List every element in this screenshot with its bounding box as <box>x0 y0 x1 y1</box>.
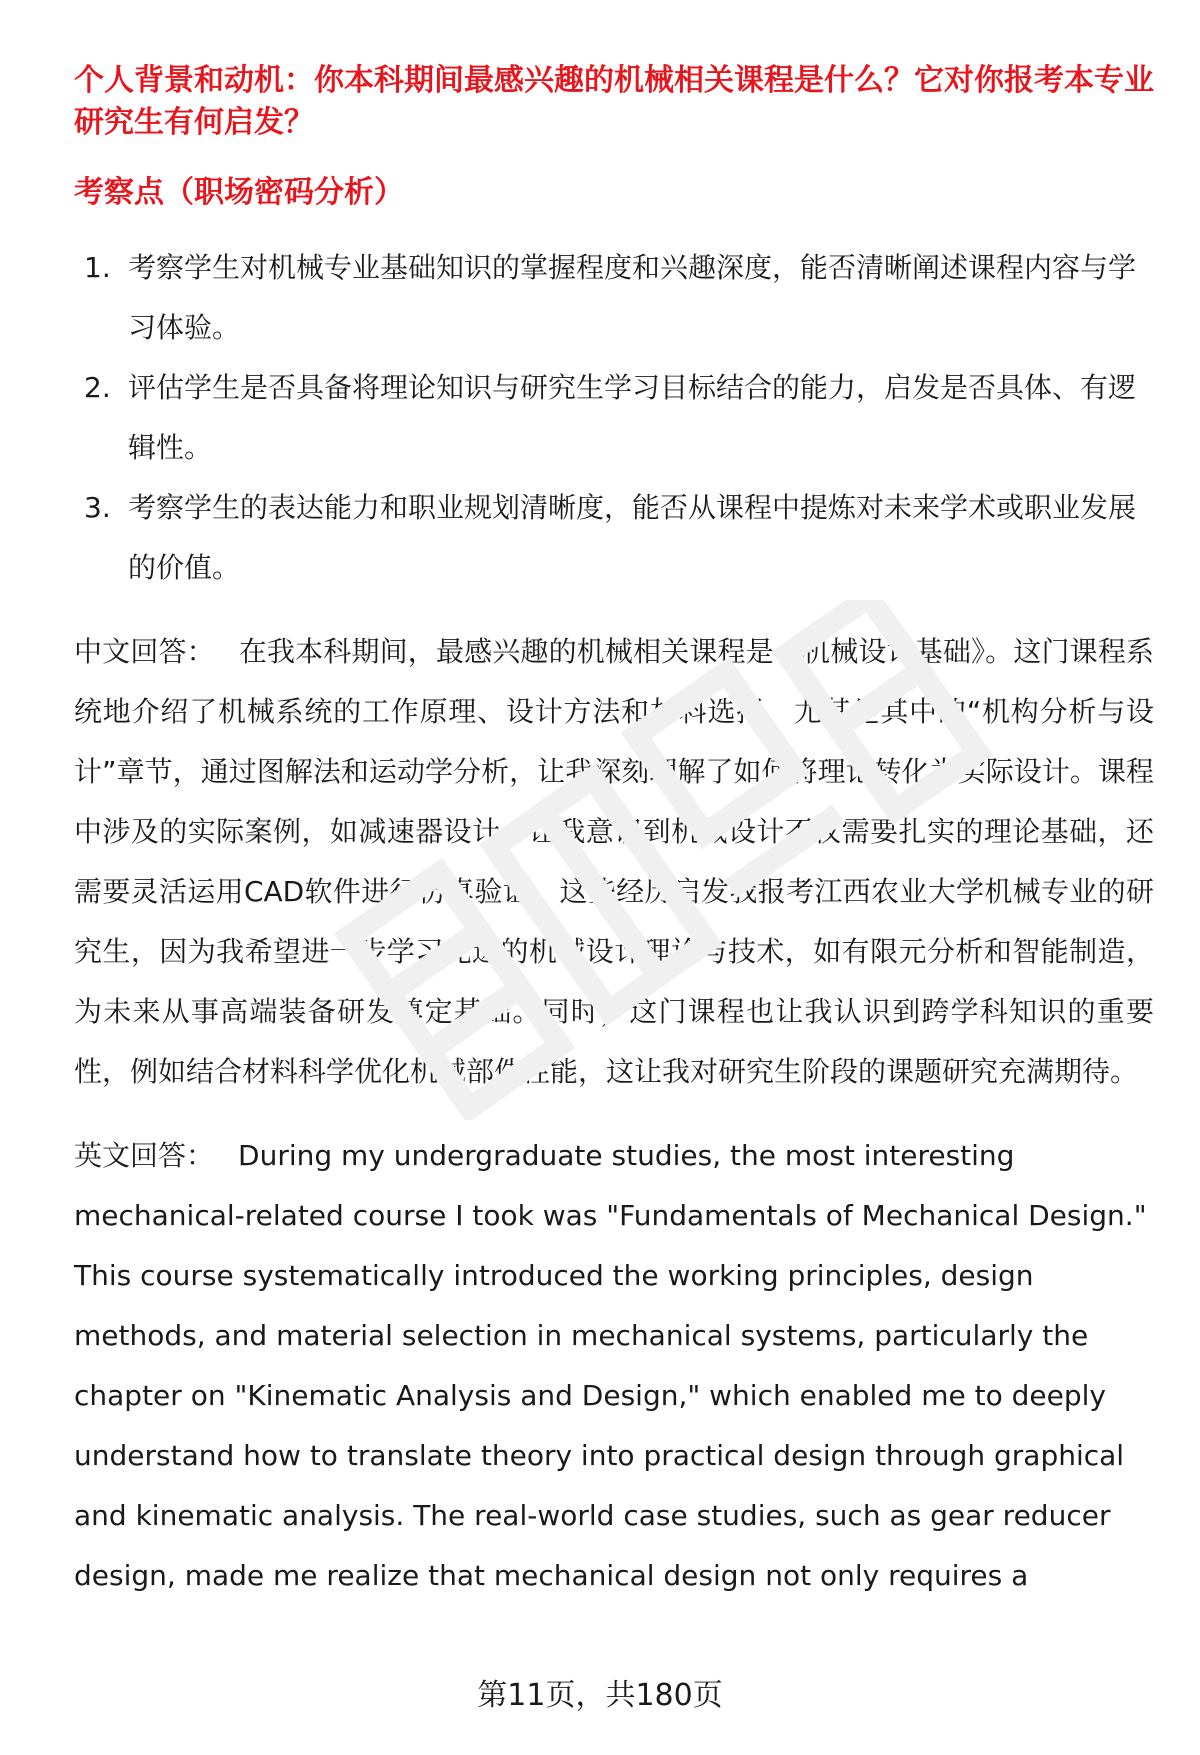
assessment-points-list <box>74 238 1154 598</box>
question-heading: 个人背景和动机：你本科期间最感兴趣的机械相关课程是什么？它对你报考本专业研究生有何启发？ <box>74 63 1154 140</box>
list-item <box>74 478 1154 598</box>
chinese-answer <box>74 622 1154 1102</box>
list-item-text: 评估学生是否具备将理论知识与研究生学习目标结合的能力，启发是否具体、有逻辑性。 <box>128 371 1137 464</box>
english-answer-text: During my undergraduate studies, the most interesting mechanical-related course I took was "Fundamentals of Mechanical Design." This course systematically introduced the working principles, design methods, and material selection in mechanical systems, particularly the chapter on "Kinematic Analysis and Design," which enabled me to deeply understand how to translate theory into practical design through graphical and kinematic analysis. The real-world case studies, such as gear reducer design, made me realize that mechanical design not only requires a <box>74 1139 1147 1592</box>
list-item-text: 考察学生对机械专业基础知识的掌握程度和兴趣深度，能否清晰阐述课程内容与学习体验。 <box>128 251 1137 344</box>
document-page <box>74 52 1154 1606</box>
list-item-text: 考察学生的表达能力和职业规划清晰度，能否从课程中提炼对未来学术或职业发展的价值。 <box>128 491 1137 584</box>
page-number-footer: 第11页，共180页 <box>477 1678 723 1713</box>
english-answer-label: 英文回答： <box>74 1139 215 1172</box>
list-item-number: 3. <box>84 491 111 524</box>
english-answer <box>74 1126 1154 1606</box>
list-item-number: 2. <box>84 371 111 404</box>
list-item <box>74 358 1154 478</box>
list-item <box>74 238 1154 358</box>
section-title: 考察点（职场密码分析） <box>74 175 404 210</box>
chinese-answer-label: 中文回答： <box>74 635 215 668</box>
list-item-number: 1. <box>84 251 111 284</box>
chinese-answer-text: 在我本科期间，最感兴趣的机械相关课程是《机械设计基础》。这门课程系统地介绍了机械系统的工作原理、设计方法和材料选择，尤其是其中的“机构分析与设计”章节，通过图解法和运动学分析，让我深刻理解了如何将理论转化为实际设计。课程中涉及的实际案例，如减速器设计，让我意识到机械设计不仅需要扎实的理论基础，还需要灵活运用CAD软件进行仿真验证。这些经历启发我报考江西农业大学机械专业的研究生，因为我希望进一步学习先进的机械设计理论与技术，如有限元分析和智能制造，为未来从事高端装备研发奠定基础。同时，这门课程也让我认识到跨学科知识的重要性，例如结合材料科学优化机械部件性能，这让我对研究生阶段的课题研究充满期待。 <box>74 635 1154 1088</box>
